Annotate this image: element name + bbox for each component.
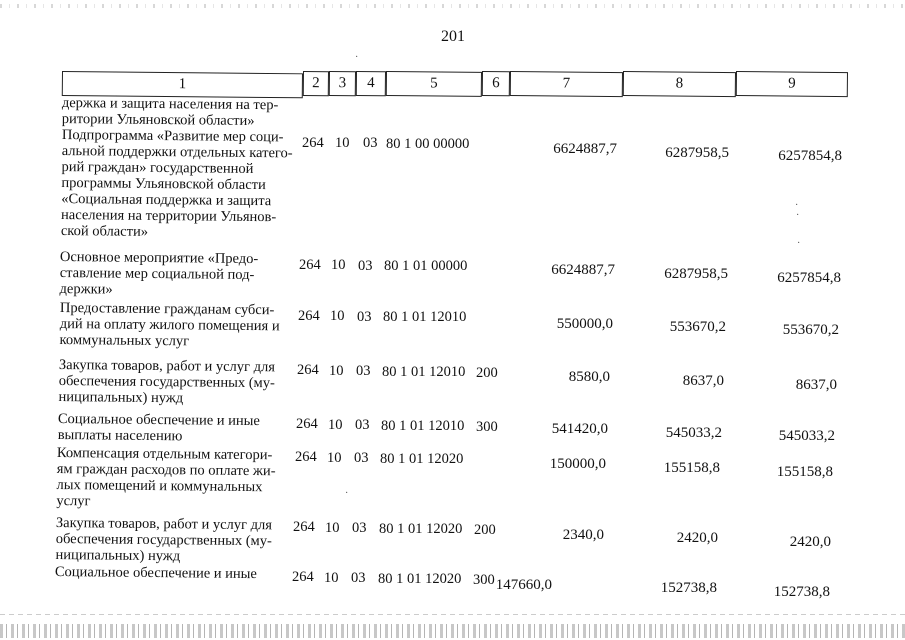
cell-amount-7: 6624887,7 [551, 262, 615, 278]
row-description: Закупка товаров, работ и услуг для обеспечения государственных (му- ниципальных) нужд [58, 357, 276, 407]
scan-artifact-bottom-line [0, 614, 905, 615]
cell-amount-7: 150000,0 [549, 456, 606, 472]
cell-amount-9: 545033,2 [778, 428, 835, 444]
cell-section-code: 10 [325, 520, 340, 536]
cell-subsection-code: 03 [356, 363, 371, 379]
cell-target-code: 80 1 01 12010 [383, 309, 467, 325]
cell-ministry-code: 264 [302, 135, 324, 151]
cell-subsection-code: 03 [352, 520, 367, 536]
cell-amount-7: 2340,0 [562, 527, 604, 543]
header-cell-4: 4 [356, 71, 386, 96]
cell-ministry-code: 264 [295, 449, 317, 465]
cell-amount-7: 550000,0 [556, 316, 613, 332]
cell-amount-9: 8637,0 [795, 377, 837, 393]
cell-target-code: 80 1 01 12020 [380, 451, 464, 467]
cell-amount-9: 2420,0 [789, 534, 831, 550]
cell-target-code: 80 1 01 12020 [379, 521, 463, 537]
cell-amount-8: 152738,8 [660, 580, 717, 596]
cell-expense-code: 200 [476, 365, 498, 381]
cell-expense-code: 200 [474, 522, 496, 538]
cell-target-code: 80 1 01 12010 [381, 418, 465, 434]
cell-amount-7: 541420,0 [551, 421, 608, 437]
scan-artifact-top [0, 4, 905, 8]
cell-section-code: 10 [324, 570, 339, 586]
row-description: держка и защита населения на тер- ритории Ульяновской области» [61, 95, 279, 130]
cell-ministry-code: 264 [298, 308, 320, 324]
cell-subsection-code: 03 [358, 258, 373, 274]
cell-amount-9: 152738,8 [773, 584, 830, 600]
cell-subsection-code: 03 [355, 417, 370, 433]
header-cell-3: 3 [329, 71, 356, 96]
cell-amount-9: 155158,8 [776, 464, 833, 480]
cell-amount-8: 155158,8 [663, 460, 720, 476]
cell-amount-9: 6257854,8 [778, 148, 842, 164]
header-cell-6: 6 [482, 71, 510, 96]
cell-ministry-code: 264 [299, 257, 321, 273]
cell-section-code: 10 [335, 135, 350, 151]
cell-amount-7: 147660,0 [495, 577, 552, 593]
header-cell-2: 2 [303, 71, 329, 96]
scan-artifact-bottom [0, 624, 905, 638]
row-description: Основное мероприятие «Предо- ставление мер социальной под- держки» [59, 249, 259, 298]
cell-amount-8: 545033,2 [665, 425, 722, 441]
header-cell-8: 8 [623, 71, 736, 97]
cell-ministry-code: 264 [297, 362, 319, 378]
cell-amount-8: 6287958,5 [664, 266, 728, 282]
cell-subsection-code: 03 [363, 135, 378, 151]
cell-subsection-code: 03 [351, 570, 366, 586]
cell-section-code: 10 [329, 363, 344, 379]
cell-subsection-code: 03 [357, 309, 372, 325]
cell-ministry-code: 264 [296, 416, 318, 432]
cell-amount-8: 8637,0 [682, 373, 724, 389]
scan-speck: · [355, 52, 359, 63]
page-number: 201 [441, 28, 465, 45]
cell-expense-code: 300 [476, 419, 498, 435]
cell-target-code: 80 1 01 00000 [384, 258, 468, 274]
row-description: Закупка товаров, работ и услуг для обеспечения государственных (му- ниципальных) нужд [55, 515, 273, 565]
scan-speck: · [796, 210, 800, 221]
row-description: Подпрограмма «Развитие мер соци- альной поддержки отдельных катего- рий граждан» государственной программы Ульяновской области «Социальная поддержка и защита населения на территории Ульянов- ской области» [60, 127, 293, 240]
cell-amount-7: 6624887,7 [553, 141, 617, 157]
cell-ministry-code: 264 [292, 569, 314, 585]
cell-section-code: 10 [330, 308, 345, 324]
cell-section-code: 10 [328, 417, 343, 433]
header-cell-9: 9 [736, 71, 848, 97]
cell-subsection-code: 03 [354, 450, 369, 466]
cell-target-code: 80 1 00 00000 [386, 136, 470, 152]
row-description: Компенсация отдельным категори- ям граждан расходов по оплате жи- лых помещений и коммунальных услуг [56, 445, 276, 510]
row-description: Социальное обеспечение и иные выплаты населению [57, 411, 260, 445]
cell-amount-8: 553670,2 [669, 319, 726, 335]
cell-target-code: 80 1 01 12010 [382, 364, 466, 380]
header-cell-5: 5 [386, 71, 482, 97]
cell-amount-9: 553670,2 [782, 322, 839, 338]
cell-amount-8: 2420,0 [676, 530, 718, 546]
row-description: Социальное обеспечение и иные [54, 564, 257, 583]
header-cell-1: 1 [62, 71, 303, 98]
cell-section-code: 10 [327, 450, 342, 466]
cell-target-code: 80 1 01 12020 [378, 571, 462, 587]
cell-ministry-code: 264 [293, 519, 315, 535]
scan-speck: · [345, 488, 349, 499]
cell-amount-8: 6287958,5 [665, 145, 729, 161]
cell-expense-code: 300 [473, 572, 495, 588]
header-cell-7: 7 [510, 71, 623, 97]
cell-amount-7: 8580,0 [568, 369, 610, 385]
cell-amount-9: 6257854,8 [777, 270, 841, 286]
scan-speck: · [795, 200, 799, 211]
cell-section-code: 10 [331, 257, 346, 273]
scan-speck: · [797, 238, 801, 249]
row-description: Предоставление гражданам субси- дий на оплату жилого помещения и коммунальных услуг [59, 300, 280, 350]
